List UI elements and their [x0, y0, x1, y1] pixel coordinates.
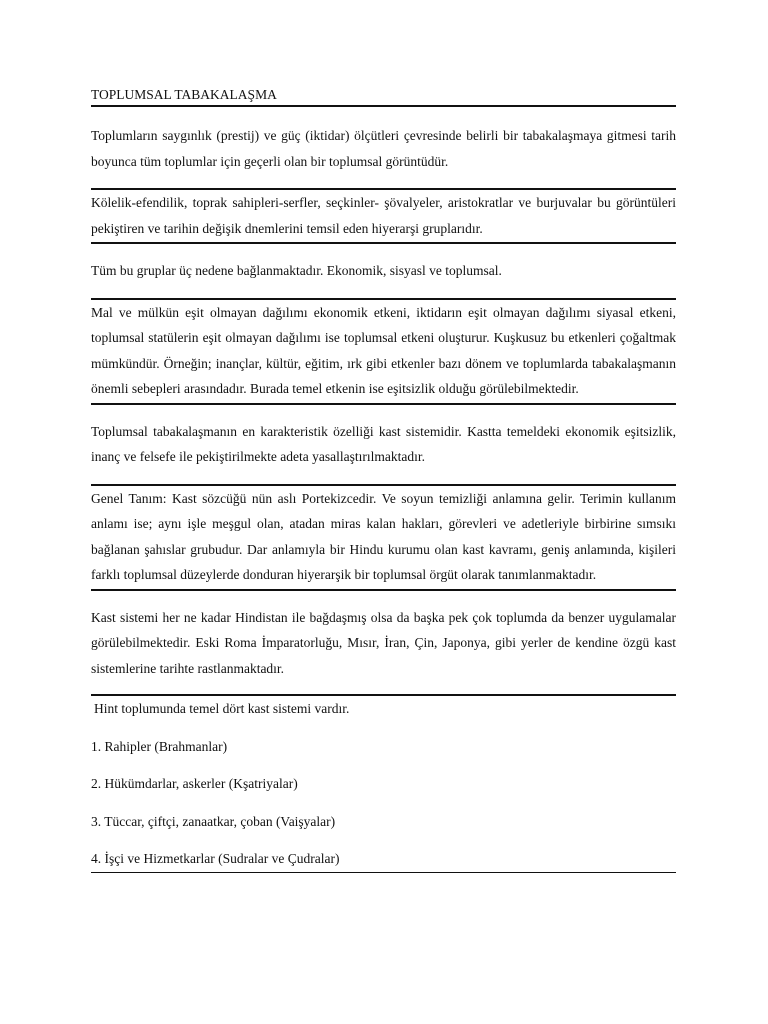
caste-list-item: 3. Tüccar, çiftçi, zanaatkar, çoban (Vaişyalar) [91, 813, 336, 829]
caste-list-section [91, 694, 676, 873]
caste-list-item: 4. İşçi ve Hizmetkarlar (Sudralar ve Çudralar) [91, 846, 676, 873]
document-title: TOPLUMSAL TABAKALAŞMA [91, 86, 676, 107]
paragraph-factors: Mal ve mülkün eşit olmayan dağılımı ekonomik etkeni, iktidarın eşit olmayan dağılımı siyasal etkeni, toplumsal statülerin eşit olmayan dağılımı ise toplumsal etkeni oluşturur. Kuşkusuz bu etkenleri çoğaltmak mümkündür. Örneğin; inançlar, kültür, eğitim, ırk gibi etkenler bazı dönem ve toplumlarda tabakalaşmanın önemli sebepleri arasındadır. Burada temel etkenin ise eşitsizlik olduğu görülebilmektedir. [91, 298, 676, 405]
paragraph-general-definition: Genel Tanım: Kast sözcüğü nün aslı Portekizcedir. Ve soyun temizliği anlamına gelir. Terimin kullanım anlamı ise; aynı işle meşgul olan, atadan miras kalan hakları, görevleri ve adetleriyle birbirine sımsıkı bağlanan şahıslar grubudur. Dar anlamıyla bir Hindu kurumu olan kast kavramı, geniş anlamında, kişileri farklı toplumsal düzeylerde donduran hiyerarşik bir toplumsal örgüt olarak tanımlanmaktadır. [91, 484, 676, 591]
caste-list-intro: Hint toplumunda temel dört kast sistemi vardır. [94, 701, 350, 716]
paragraph-intro: Toplumların saygınlık (prestij) ve güç (iktidar) ölçütleri çevresinde belirli bir tabakalaşmaya gitmesi tarih boyunca tüm toplumlar için geçerli olan bir toplumsal görüntüdür. [91, 128, 676, 169]
paragraph-hierarchy-groups: Kölelik-efendilik, toprak sahipleri-serfler, seçkinler- şövalyeler, aristokratlar ve burjuvalar bu görüntüleri pekiştiren ve tarihin değişik dnemlerini temsil eden hiyerarşi gruplarıdır. [91, 188, 676, 244]
document-page [91, 86, 676, 873]
paragraph-other-societies: Kast sistemi her ne kadar Hindistan ile bağdaşmış olsa da başka pek çok toplumda da benzer uygulamalar görülebilmektedir. Eski Roma İmparatorluğu, Mısır, İran, Çin, Japonya, gibi yerler de kendine özgü kast sistemlerine tarihte rastlanmaktadır. [91, 609, 676, 676]
paragraph-caste-feature: Toplumsal tabakalaşmanın en karakteristik özelliği kast sistemidir. Kastta temeldeki ekonomik eşitsizlik, inanç ve felsefe ile pekiştirilmekte adeta yasallaştırılmaktadır. [91, 423, 676, 464]
caste-list-item: 1. Rahipler (Brahmanlar) [91, 738, 228, 754]
caste-list-item: 2. Hükümdarlar, askerler (Kşatriyalar) [91, 776, 298, 791]
paragraph-three-reasons: Tüm bu gruplar üç nedene bağlanmaktadır. Ekonomik, sisyasl ve toplumsal. [91, 263, 502, 278]
